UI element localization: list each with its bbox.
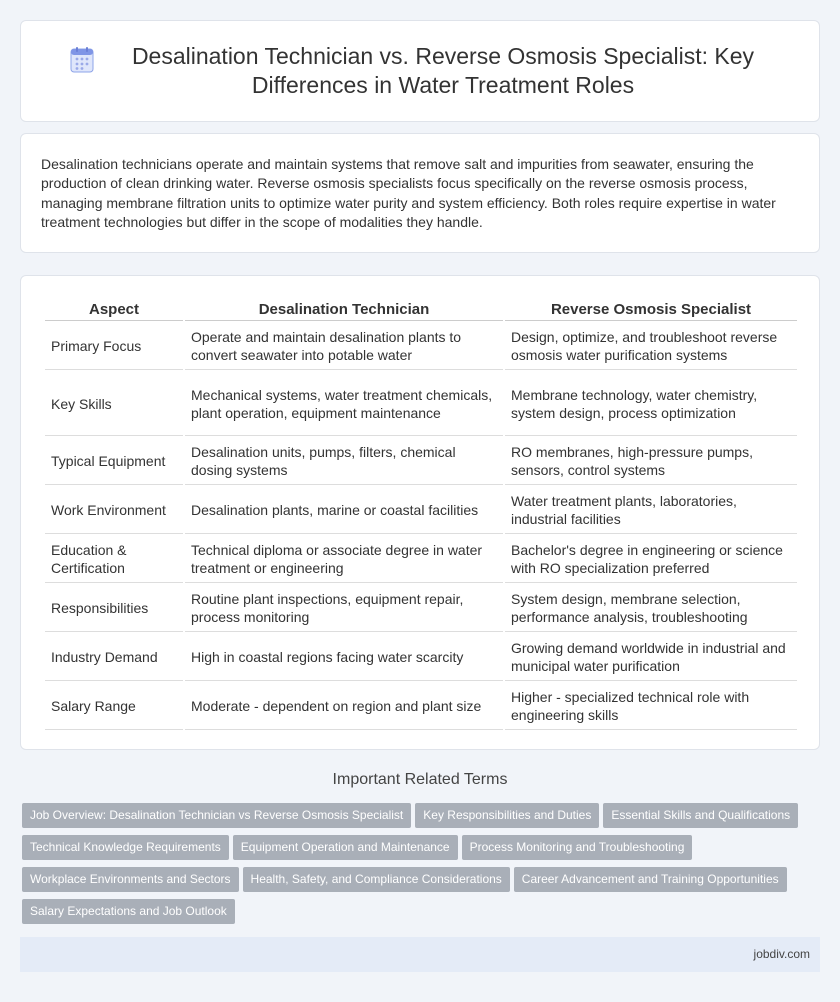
- row-reverse-osmosis: Water treatment plants, laboratories, industrial facilities: [505, 487, 797, 534]
- calendar-document-icon: [70, 47, 94, 73]
- row-desalination: Mechanical systems, water treatment chemicals, plant operation, equipment maintenance: [185, 372, 503, 436]
- title-wrap: [70, 42, 770, 100]
- header-reverse-osmosis-specialist: Reverse Osmosis Specialist: [505, 298, 797, 321]
- table-row: [45, 372, 797, 436]
- table-row: [45, 487, 797, 534]
- table-row: [45, 536, 797, 583]
- row-reverse-osmosis: Growing demand worldwide in industrial and municipal water purification: [505, 634, 797, 681]
- related-terms-heading: Important Related Terms: [332, 771, 508, 788]
- header-aspect: Aspect: [45, 298, 183, 321]
- row-aspect: Key Skills: [45, 372, 183, 436]
- related-term-tag[interactable]: Job Overview: Desalination Technician vs Reverse Osmosis Specialist: [22, 803, 411, 828]
- intro-card: [20, 133, 820, 253]
- title-card: [20, 20, 820, 122]
- row-desalination: High in coastal regions facing water scarcity: [185, 634, 503, 681]
- row-aspect: Typical Equipment: [45, 438, 183, 485]
- related-term-tag[interactable]: Equipment Operation and Maintenance: [233, 835, 458, 860]
- related-term-tag[interactable]: Workplace Environments and Sectors: [22, 867, 239, 892]
- row-aspect: Salary Range: [45, 683, 183, 730]
- page-title: Desalination Technician vs. Reverse Osmosis Specialist: Key Differences in Water Treatment Roles: [131, 43, 755, 98]
- row-reverse-osmosis: Design, optimize, and troubleshoot reverse osmosis water purification systems: [505, 323, 797, 370]
- row-desalination: Desalination units, pumps, filters, chemical dosing systems: [185, 438, 503, 485]
- table-row: [45, 585, 797, 632]
- related-term-tag[interactable]: Salary Expectations and Job Outlook: [22, 899, 235, 924]
- footer: [20, 937, 820, 972]
- comparison-card: [20, 275, 820, 750]
- row-aspect: Primary Focus: [45, 323, 183, 370]
- comparison-table: [43, 296, 799, 732]
- related-term-tag[interactable]: Essential Skills and Qualifications: [603, 803, 798, 828]
- related-term-tag[interactable]: Process Monitoring and Troubleshooting: [462, 835, 693, 860]
- intro-paragraph: Desalination technicians operate and maintain systems that remove salt and impurities from seawater, ensuring the production of clean drinking water. Reverse osmosis specialists focus specifically on the reverse osmosis process, managing membrane filtration units to optimize water purity and system efficiency. Both roles require expertise in water treatment technologies but differ in the scope of modalities they handle.: [41, 156, 776, 230]
- related-term-tag[interactable]: Health, Safety, and Compliance Considerations: [243, 867, 510, 892]
- row-desalination: Desalination plants, marine or coastal facilities: [185, 487, 503, 534]
- table-row: [45, 634, 797, 681]
- row-reverse-osmosis: Bachelor's degree in engineering or science with RO specialization preferred: [505, 536, 797, 583]
- header-desalination-technician: Desalination Technician: [185, 298, 503, 321]
- row-desalination: Operate and maintain desalination plants to convert seawater into potable water: [185, 323, 503, 370]
- row-aspect: Work Environment: [45, 487, 183, 534]
- row-aspect: Responsibilities: [45, 585, 183, 632]
- related-term-tag[interactable]: Key Responsibilities and Duties: [415, 803, 599, 828]
- related-term-tag[interactable]: Career Advancement and Training Opportunities: [514, 867, 787, 892]
- table-row: [45, 438, 797, 485]
- related-term-tag[interactable]: Technical Knowledge Requirements: [22, 835, 229, 860]
- row-reverse-osmosis: System design, membrane selection, performance analysis, troubleshooting: [505, 585, 797, 632]
- table-row: [45, 323, 797, 370]
- footer-site-link[interactable]: jobdiv.com: [753, 947, 810, 961]
- related-terms-list: [22, 803, 822, 931]
- row-aspect: Education & Certification: [45, 536, 183, 583]
- row-desalination: Moderate - dependent on region and plant size: [185, 683, 503, 730]
- row-reverse-osmosis: Higher - specialized technical role with engineering skills: [505, 683, 797, 730]
- row-reverse-osmosis: RO membranes, high-pressure pumps, sensors, control systems: [505, 438, 797, 485]
- table-header-row: [45, 298, 797, 321]
- row-desalination: Technical diploma or associate degree in water treatment or engineering: [185, 536, 503, 583]
- table-row: [45, 683, 797, 730]
- row-reverse-osmosis: Membrane technology, water chemistry, system design, process optimization: [505, 372, 797, 436]
- row-desalination: Routine plant inspections, equipment repair, process monitoring: [185, 585, 503, 632]
- row-aspect: Industry Demand: [45, 634, 183, 681]
